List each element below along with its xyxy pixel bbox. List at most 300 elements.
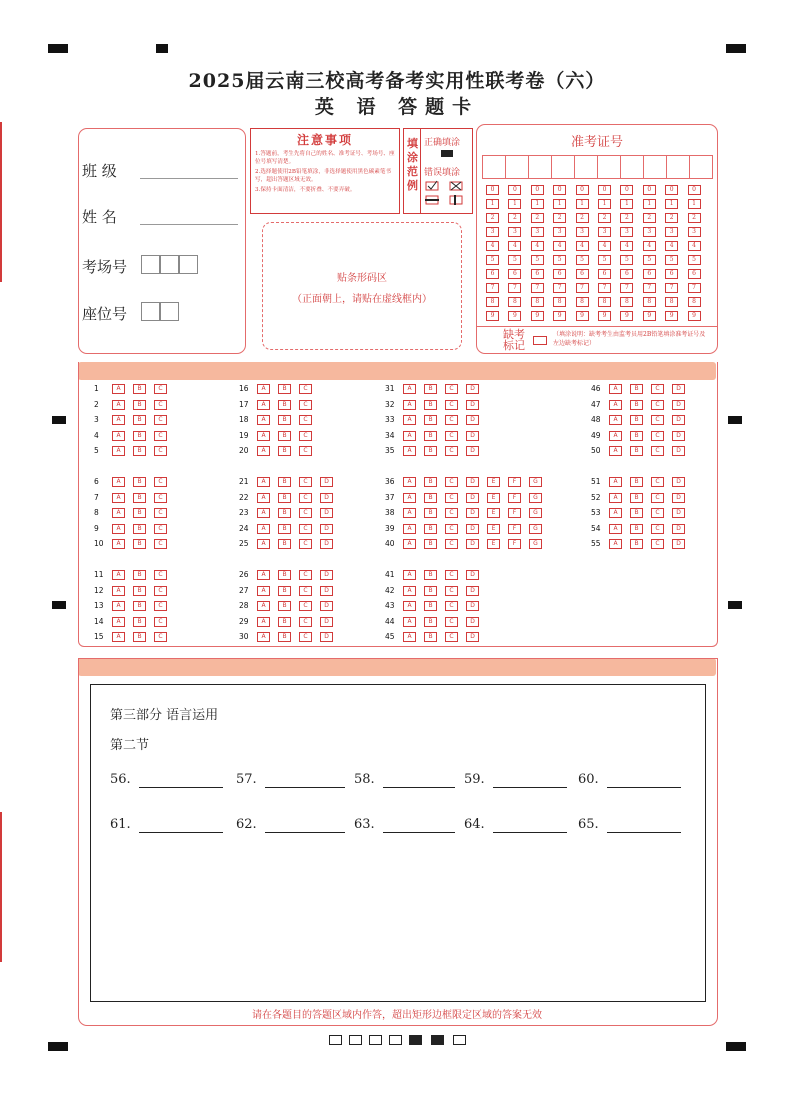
exam-id-digit-cell[interactable]: [666, 155, 690, 179]
answer-bubble[interactable]: F: [508, 493, 521, 503]
answer-bubble[interactable]: A: [609, 446, 622, 456]
exam-id-bubble[interactable]: 0: [553, 185, 566, 195]
answer-bubble[interactable]: A: [112, 539, 125, 549]
answer-bubble[interactable]: A: [403, 400, 416, 410]
answer-bubble[interactable]: C: [651, 508, 664, 518]
answer-bubble[interactable]: A: [257, 431, 270, 441]
answer-bubble[interactable]: D: [320, 508, 333, 518]
answer-bubble[interactable]: C: [445, 384, 458, 394]
answer-bubble[interactable]: A: [257, 415, 270, 425]
exam-id-bubble[interactable]: 5: [576, 255, 589, 265]
exam-id-bubble[interactable]: 3: [688, 227, 701, 237]
exam-id-bubble[interactable]: 5: [598, 255, 611, 265]
exam-id-bubble[interactable]: 7: [620, 283, 633, 293]
exam-id-bubble[interactable]: 6: [665, 269, 678, 279]
answer-bubble[interactable]: C: [445, 508, 458, 518]
exam-id-bubble[interactable]: 9: [553, 311, 566, 321]
answer-bubble[interactable]: B: [630, 524, 643, 534]
exam-id-bubble[interactable]: 2: [620, 213, 633, 223]
exam-id-digit-cell[interactable]: [482, 155, 506, 179]
answer-bubble[interactable]: D: [466, 431, 479, 441]
answer-bubble[interactable]: B: [424, 570, 437, 580]
exam-id-bubble[interactable]: 4: [643, 241, 656, 251]
answer-bubble[interactable]: B: [133, 570, 146, 580]
exam-id-bubble[interactable]: 8: [508, 297, 521, 307]
exam-id-bubble[interactable]: 6: [531, 269, 544, 279]
answer-bubble[interactable]: A: [112, 601, 125, 611]
answer-bubble[interactable]: E: [487, 508, 500, 518]
answer-bubble[interactable]: C: [299, 539, 312, 549]
answer-bubble[interactable]: B: [424, 477, 437, 487]
answer-bubble[interactable]: A: [609, 384, 622, 394]
exam-id-bubble[interactable]: 0: [643, 185, 656, 195]
exam-id-bubble[interactable]: 9: [688, 311, 701, 321]
answer-bubble[interactable]: B: [424, 493, 437, 503]
answer-bubble[interactable]: G: [529, 539, 542, 549]
answer-bubble[interactable]: C: [299, 508, 312, 518]
answer-bubble[interactable]: C: [445, 415, 458, 425]
answer-bubble[interactable]: B: [424, 415, 437, 425]
blank-line[interactable]: [493, 772, 567, 788]
answer-bubble[interactable]: A: [257, 508, 270, 518]
answer-bubble[interactable]: E: [487, 524, 500, 534]
answer-bubble[interactable]: C: [299, 632, 312, 642]
answer-bubble[interactable]: B: [133, 524, 146, 534]
blank-line[interactable]: [265, 817, 345, 833]
answer-bubble[interactable]: C: [445, 586, 458, 596]
exam-id-bubble[interactable]: 1: [643, 199, 656, 209]
exam-id-bubble[interactable]: 8: [688, 297, 701, 307]
answer-bubble[interactable]: E: [487, 493, 500, 503]
answer-bubble[interactable]: B: [278, 508, 291, 518]
answer-bubble[interactable]: B: [133, 493, 146, 503]
exam-id-digit-cell[interactable]: [505, 155, 529, 179]
exam-id-bubble[interactable]: 7: [486, 283, 499, 293]
answer-bubble[interactable]: C: [154, 508, 167, 518]
answer-bubble[interactable]: D: [320, 524, 333, 534]
answer-bubble[interactable]: C: [299, 617, 312, 627]
exam-id-bubble[interactable]: 3: [486, 227, 499, 237]
exam-id-bubble[interactable]: 4: [688, 241, 701, 251]
answer-bubble[interactable]: D: [320, 632, 333, 642]
answer-bubble[interactable]: C: [445, 617, 458, 627]
answer-bubble[interactable]: C: [299, 524, 312, 534]
answer-bubble[interactable]: B: [424, 431, 437, 441]
exam-id-bubble[interactable]: 7: [531, 283, 544, 293]
answer-bubble[interactable]: D: [320, 477, 333, 487]
answer-bubble[interactable]: A: [609, 400, 622, 410]
answer-bubble[interactable]: A: [403, 632, 416, 642]
answer-bubble[interactable]: B: [424, 384, 437, 394]
exam-id-bubble[interactable]: 5: [486, 255, 499, 265]
answer-bubble[interactable]: B: [278, 415, 291, 425]
answer-bubble[interactable]: C: [299, 601, 312, 611]
answer-bubble[interactable]: D: [320, 617, 333, 627]
exam-id-bubble[interactable]: 4: [620, 241, 633, 251]
answer-bubble[interactable]: F: [508, 477, 521, 487]
answer-bubble[interactable]: C: [445, 524, 458, 534]
answer-bubble[interactable]: C: [299, 400, 312, 410]
answer-bubble[interactable]: D: [466, 632, 479, 642]
exam-id-bubble[interactable]: 9: [643, 311, 656, 321]
answer-bubble[interactable]: A: [257, 539, 270, 549]
answer-bubble[interactable]: D: [320, 493, 333, 503]
answer-bubble[interactable]: B: [278, 617, 291, 627]
exam-id-bubble[interactable]: 4: [576, 241, 589, 251]
answer-bubble[interactable]: B: [630, 415, 643, 425]
answer-bubble[interactable]: D: [320, 539, 333, 549]
answer-bubble[interactable]: C: [154, 384, 167, 394]
answer-bubble[interactable]: D: [466, 493, 479, 503]
exam-id-bubble[interactable]: 2: [508, 213, 521, 223]
answer-bubble[interactable]: C: [154, 617, 167, 627]
answer-bubble[interactable]: A: [112, 508, 125, 518]
answer-bubble[interactable]: D: [672, 539, 685, 549]
exam-id-bubble[interactable]: 1: [553, 199, 566, 209]
seat-digit-box[interactable]: [160, 302, 179, 321]
exam-id-bubble[interactable]: 3: [508, 227, 521, 237]
answer-bubble[interactable]: C: [154, 493, 167, 503]
answer-bubble[interactable]: B: [133, 446, 146, 456]
exam-id-digit-cell[interactable]: [574, 155, 598, 179]
answer-bubble[interactable]: B: [278, 384, 291, 394]
exam-id-digit-cell[interactable]: [551, 155, 575, 179]
exam-id-bubble[interactable]: 4: [553, 241, 566, 251]
exam-id-bubble[interactable]: 4: [665, 241, 678, 251]
exam-id-bubble[interactable]: 8: [665, 297, 678, 307]
answer-bubble[interactable]: C: [154, 477, 167, 487]
answer-bubble[interactable]: C: [445, 539, 458, 549]
answer-bubble[interactable]: A: [403, 477, 416, 487]
exam-id-bubble[interactable]: 5: [508, 255, 521, 265]
room-digit-box[interactable]: [160, 255, 179, 274]
exam-id-bubble[interactable]: 0: [531, 185, 544, 195]
answer-bubble[interactable]: A: [112, 617, 125, 627]
answer-bubble[interactable]: C: [445, 632, 458, 642]
exam-id-bubble[interactable]: 7: [665, 283, 678, 293]
answer-bubble[interactable]: D: [320, 601, 333, 611]
exam-id-digit-cell[interactable]: [643, 155, 667, 179]
exam-id-bubble[interactable]: 8: [531, 297, 544, 307]
answer-bubble[interactable]: D: [672, 415, 685, 425]
blank-line[interactable]: [139, 772, 223, 788]
answer-bubble[interactable]: A: [403, 431, 416, 441]
answer-bubble[interactable]: B: [133, 601, 146, 611]
exam-id-bubble[interactable]: 7: [576, 283, 589, 293]
exam-id-bubble[interactable]: 4: [486, 241, 499, 251]
answer-bubble[interactable]: C: [651, 400, 664, 410]
exam-id-bubble[interactable]: 2: [531, 213, 544, 223]
answer-bubble[interactable]: B: [133, 508, 146, 518]
answer-bubble[interactable]: D: [466, 400, 479, 410]
blank-line[interactable]: [607, 817, 681, 833]
exam-id-bubble[interactable]: 1: [531, 199, 544, 209]
answer-bubble[interactable]: C: [154, 601, 167, 611]
answer-bubble[interactable]: B: [630, 539, 643, 549]
exam-id-bubble[interactable]: 3: [620, 227, 633, 237]
answer-bubble[interactable]: D: [672, 493, 685, 503]
answer-bubble[interactable]: E: [487, 539, 500, 549]
answer-bubble[interactable]: C: [154, 400, 167, 410]
answer-bubble[interactable]: D: [672, 431, 685, 441]
answer-bubble[interactable]: C: [299, 570, 312, 580]
answer-bubble[interactable]: B: [133, 586, 146, 596]
answer-bubble[interactable]: F: [508, 524, 521, 534]
answer-bubble[interactable]: B: [133, 632, 146, 642]
answer-bubble[interactable]: C: [154, 446, 167, 456]
answer-bubble[interactable]: C: [154, 415, 167, 425]
answer-bubble[interactable]: A: [112, 431, 125, 441]
exam-id-bubble[interactable]: 1: [620, 199, 633, 209]
exam-id-bubble[interactable]: 2: [576, 213, 589, 223]
answer-bubble[interactable]: C: [154, 570, 167, 580]
answer-bubble[interactable]: B: [133, 539, 146, 549]
exam-id-bubble[interactable]: 9: [620, 311, 633, 321]
room-digit-box[interactable]: [179, 255, 198, 274]
answer-bubble[interactable]: F: [508, 508, 521, 518]
answer-bubble[interactable]: C: [445, 446, 458, 456]
answer-bubble[interactable]: B: [630, 431, 643, 441]
exam-id-bubble[interactable]: 6: [598, 269, 611, 279]
exam-id-bubble[interactable]: 8: [576, 297, 589, 307]
exam-id-digit-cell[interactable]: [689, 155, 713, 179]
answer-bubble[interactable]: D: [672, 384, 685, 394]
answer-bubble[interactable]: C: [299, 431, 312, 441]
exam-id-bubble[interactable]: 6: [508, 269, 521, 279]
exam-id-bubble[interactable]: 1: [688, 199, 701, 209]
answer-bubble[interactable]: B: [424, 446, 437, 456]
answer-bubble[interactable]: B: [133, 617, 146, 627]
answer-bubble[interactable]: C: [651, 539, 664, 549]
exam-id-bubble[interactable]: 5: [531, 255, 544, 265]
absent-mark-box[interactable]: [533, 336, 547, 345]
blank-line[interactable]: [493, 817, 567, 833]
exam-id-bubble[interactable]: 4: [531, 241, 544, 251]
answer-bubble[interactable]: D: [466, 524, 479, 534]
answer-bubble[interactable]: B: [630, 446, 643, 456]
answer-bubble[interactable]: A: [112, 477, 125, 487]
exam-id-bubble[interactable]: 5: [688, 255, 701, 265]
answer-bubble[interactable]: B: [630, 493, 643, 503]
answer-bubble[interactable]: A: [112, 570, 125, 580]
answer-bubble[interactable]: B: [424, 508, 437, 518]
exam-id-bubble[interactable]: 3: [643, 227, 656, 237]
answer-bubble[interactable]: C: [154, 431, 167, 441]
exam-id-bubble[interactable]: 8: [643, 297, 656, 307]
answer-bubble[interactable]: D: [672, 400, 685, 410]
exam-id-bubble[interactable]: 6: [620, 269, 633, 279]
exam-id-bubble[interactable]: 5: [643, 255, 656, 265]
answer-bubble[interactable]: C: [445, 570, 458, 580]
answer-bubble[interactable]: A: [403, 415, 416, 425]
exam-id-bubble[interactable]: 6: [688, 269, 701, 279]
exam-id-bubble[interactable]: 0: [598, 185, 611, 195]
exam-id-bubble[interactable]: 5: [553, 255, 566, 265]
answer-bubble[interactable]: B: [133, 477, 146, 487]
answer-bubble[interactable]: D: [466, 384, 479, 394]
class-input-line[interactable]: [140, 178, 238, 179]
exam-id-bubble[interactable]: 2: [688, 213, 701, 223]
answer-bubble[interactable]: G: [529, 493, 542, 503]
answer-bubble[interactable]: D: [466, 586, 479, 596]
answer-bubble[interactable]: D: [466, 446, 479, 456]
exam-id-bubble[interactable]: 7: [553, 283, 566, 293]
exam-id-bubble[interactable]: 6: [553, 269, 566, 279]
exam-id-bubble[interactable]: 6: [486, 269, 499, 279]
exam-id-digit-cell[interactable]: [528, 155, 552, 179]
answer-bubble[interactable]: A: [257, 384, 270, 394]
answer-bubble[interactable]: D: [466, 539, 479, 549]
answer-bubble[interactable]: C: [651, 384, 664, 394]
answer-bubble[interactable]: A: [257, 493, 270, 503]
answer-bubble[interactable]: B: [424, 617, 437, 627]
answer-bubble[interactable]: D: [466, 508, 479, 518]
answer-bubble[interactable]: B: [424, 400, 437, 410]
answer-bubble[interactable]: C: [651, 493, 664, 503]
answer-bubble[interactable]: B: [278, 400, 291, 410]
answer-bubble[interactable]: C: [154, 539, 167, 549]
exam-id-bubble[interactable]: 9: [665, 311, 678, 321]
answer-bubble[interactable]: C: [299, 415, 312, 425]
answer-bubble[interactable]: B: [424, 586, 437, 596]
blank-line[interactable]: [383, 817, 455, 833]
answer-bubble[interactable]: C: [299, 477, 312, 487]
answer-bubble[interactable]: D: [466, 617, 479, 627]
answer-bubble[interactable]: B: [133, 384, 146, 394]
answer-bubble[interactable]: C: [651, 415, 664, 425]
answer-bubble[interactable]: A: [257, 586, 270, 596]
answer-bubble[interactable]: C: [445, 400, 458, 410]
answer-bubble[interactable]: A: [403, 384, 416, 394]
answer-bubble[interactable]: A: [257, 400, 270, 410]
exam-id-bubble[interactable]: 1: [508, 199, 521, 209]
exam-id-bubble[interactable]: 0: [508, 185, 521, 195]
answer-bubble[interactable]: A: [403, 508, 416, 518]
exam-id-bubble[interactable]: 4: [508, 241, 521, 251]
answer-bubble[interactable]: C: [154, 524, 167, 534]
answer-bubble[interactable]: A: [257, 446, 270, 456]
answer-bubble[interactable]: A: [609, 415, 622, 425]
exam-id-bubble[interactable]: 3: [531, 227, 544, 237]
exam-id-bubble[interactable]: 6: [576, 269, 589, 279]
answer-bubble[interactable]: A: [403, 570, 416, 580]
answer-bubble[interactable]: B: [278, 601, 291, 611]
answer-bubble[interactable]: D: [320, 570, 333, 580]
answer-bubble[interactable]: C: [299, 586, 312, 596]
answer-bubble[interactable]: D: [466, 415, 479, 425]
exam-id-bubble[interactable]: 7: [688, 283, 701, 293]
exam-id-bubble[interactable]: 1: [598, 199, 611, 209]
answer-bubble[interactable]: B: [424, 524, 437, 534]
answer-bubble[interactable]: A: [257, 477, 270, 487]
answer-bubble[interactable]: C: [154, 632, 167, 642]
answer-bubble[interactable]: A: [609, 431, 622, 441]
answer-bubble[interactable]: A: [112, 446, 125, 456]
exam-id-bubble[interactable]: 3: [553, 227, 566, 237]
answer-bubble[interactable]: A: [609, 493, 622, 503]
answer-bubble[interactable]: D: [466, 570, 479, 580]
answer-bubble[interactable]: A: [112, 632, 125, 642]
answer-bubble[interactable]: C: [445, 477, 458, 487]
answer-bubble[interactable]: B: [424, 539, 437, 549]
exam-id-bubble[interactable]: 2: [598, 213, 611, 223]
answer-bubble[interactable]: D: [320, 586, 333, 596]
exam-id-bubble[interactable]: 6: [643, 269, 656, 279]
exam-id-bubble[interactable]: 7: [508, 283, 521, 293]
answer-bubble[interactable]: A: [257, 570, 270, 580]
blank-line[interactable]: [139, 817, 223, 833]
answer-bubble[interactable]: B: [424, 601, 437, 611]
answer-bubble[interactable]: A: [257, 601, 270, 611]
exam-id-bubble[interactable]: 2: [486, 213, 499, 223]
answer-bubble[interactable]: A: [403, 493, 416, 503]
answer-bubble[interactable]: A: [403, 446, 416, 456]
exam-id-bubble[interactable]: 2: [643, 213, 656, 223]
answer-bubble[interactable]: A: [257, 524, 270, 534]
answer-bubble[interactable]: B: [278, 493, 291, 503]
exam-id-bubble[interactable]: 9: [531, 311, 544, 321]
answer-bubble[interactable]: B: [424, 632, 437, 642]
exam-id-bubble[interactable]: 9: [576, 311, 589, 321]
answer-bubble[interactable]: A: [403, 586, 416, 596]
answer-bubble[interactable]: C: [651, 524, 664, 534]
answer-bubble[interactable]: D: [672, 477, 685, 487]
answer-bubble[interactable]: A: [112, 384, 125, 394]
exam-id-bubble[interactable]: 5: [665, 255, 678, 265]
answer-bubble[interactable]: C: [651, 446, 664, 456]
answer-bubble[interactable]: B: [278, 477, 291, 487]
answer-bubble[interactable]: B: [133, 400, 146, 410]
answer-bubble[interactable]: G: [529, 508, 542, 518]
answer-bubble[interactable]: B: [133, 431, 146, 441]
answer-bubble[interactable]: C: [299, 446, 312, 456]
exam-id-bubble[interactable]: 4: [598, 241, 611, 251]
answer-bubble[interactable]: B: [278, 446, 291, 456]
answer-bubble[interactable]: A: [112, 586, 125, 596]
exam-id-bubble[interactable]: 8: [486, 297, 499, 307]
exam-id-bubble[interactable]: 1: [665, 199, 678, 209]
answer-bubble[interactable]: B: [278, 570, 291, 580]
blank-line[interactable]: [607, 772, 681, 788]
answer-bubble[interactable]: A: [403, 524, 416, 534]
exam-id-digit-cell[interactable]: [597, 155, 621, 179]
exam-id-bubble[interactable]: 9: [508, 311, 521, 321]
answer-bubble[interactable]: A: [609, 508, 622, 518]
answer-bubble[interactable]: B: [630, 477, 643, 487]
answer-bubble[interactable]: D: [466, 477, 479, 487]
exam-id-bubble[interactable]: 3: [598, 227, 611, 237]
exam-id-bubble[interactable]: 7: [643, 283, 656, 293]
answer-bubble[interactable]: C: [651, 431, 664, 441]
answer-bubble[interactable]: A: [257, 617, 270, 627]
blank-line[interactable]: [383, 772, 455, 788]
answer-bubble[interactable]: F: [508, 539, 521, 549]
exam-id-bubble[interactable]: 1: [486, 199, 499, 209]
answer-bubble[interactable]: B: [278, 539, 291, 549]
answer-bubble[interactable]: D: [466, 601, 479, 611]
exam-id-bubble[interactable]: 5: [620, 255, 633, 265]
answer-bubble[interactable]: A: [609, 477, 622, 487]
exam-id-bubble[interactable]: 3: [576, 227, 589, 237]
answer-bubble[interactable]: A: [609, 539, 622, 549]
answer-bubble[interactable]: A: [403, 617, 416, 627]
exam-id-bubble[interactable]: 0: [576, 185, 589, 195]
exam-id-bubble[interactable]: 7: [598, 283, 611, 293]
answer-bubble[interactable]: C: [445, 493, 458, 503]
seat-digit-box[interactable]: [141, 302, 160, 321]
answer-bubble[interactable]: D: [672, 508, 685, 518]
name-input-line[interactable]: [140, 224, 238, 225]
